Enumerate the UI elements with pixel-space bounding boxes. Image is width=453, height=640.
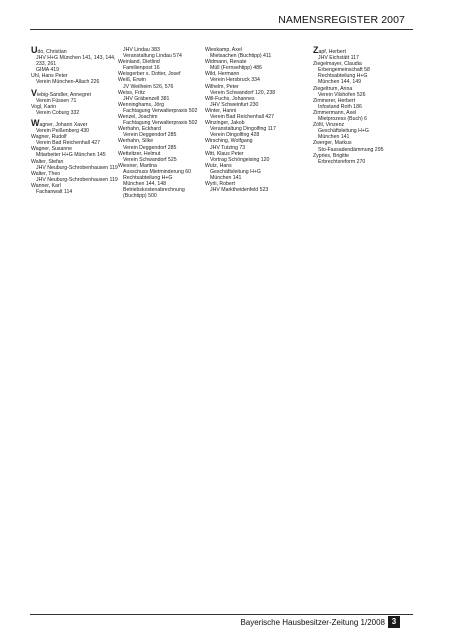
entry-reference: Rechtsabteilung H+G [123, 174, 173, 181]
entry-name-text: Wenninghams, Jörg [118, 101, 165, 108]
entry-reference: Fachtagung Verwalterpraxis 502 [123, 107, 198, 114]
index-column-2 [118, 47, 210, 199]
index-entry [205, 47, 297, 59]
index-entry [31, 73, 123, 85]
page-number: 3 [388, 616, 400, 628]
entry-reference: JHV Eichstätt 117 [318, 55, 359, 62]
entry-reference: Vortrag Schöngeising 120 [210, 156, 270, 163]
entry-name [31, 87, 123, 98]
entry-name [31, 117, 123, 128]
index-entry [31, 159, 123, 171]
entry-reference: Ausschuss Mietminderung 60 [123, 168, 192, 175]
entry-reference: Verein Peißenberg 430 [36, 128, 90, 135]
index-entry [313, 47, 405, 61]
entry-reference: JHV Neuburg-Schrobenhausen 119 [36, 164, 118, 171]
index-entry [205, 138, 297, 150]
header-divider [30, 29, 413, 30]
entry-name-text: Weisgerber s. Dotter, Josef [118, 71, 181, 78]
entry-name-text: Will-Fuchs, Johannes [205, 95, 255, 102]
entry-reference: Verein Hersbruck 334 [210, 77, 260, 84]
entry-reference: Verein Füssen 71 [36, 97, 77, 104]
index-entry [118, 47, 210, 59]
entry-reference: Verein Coburg 332 [36, 109, 80, 116]
entry-name-text: Wagner, Rudolf [31, 134, 67, 141]
entry-reference: Betriebskostenabrechnung [123, 187, 185, 194]
index-entry [205, 151, 297, 163]
entry-reference: Fachanwalt 114 [36, 188, 73, 195]
index-entry [313, 110, 405, 122]
entry-reference: München 141 [318, 134, 350, 141]
entry-reference: Verein Bad Reichenhall 427 [210, 114, 275, 121]
entry-name [31, 47, 123, 55]
entry-reference: JHV Schweinfurt 230 [210, 101, 259, 108]
entry-name-text: Wirsching, Wolfgang [205, 138, 253, 145]
entry-reference: 233, 261 [36, 61, 57, 68]
entry-reference: JHV Tutzing 73 [210, 144, 246, 151]
letter-initial: V [31, 87, 38, 98]
letter-initial: W [31, 117, 40, 128]
entry-name-text: Winter, Hanni [205, 107, 237, 114]
entry-name-text: Ziegelmayer, Claudia [313, 61, 362, 68]
index-entry [205, 96, 297, 108]
entry-reference: Veranstaltung Lindau 574 [123, 53, 182, 60]
index-entry [31, 87, 123, 104]
entry-reference: Mitarbeiter H+G München 145 [36, 152, 106, 159]
index-entry [118, 138, 210, 150]
index-entry [31, 117, 123, 135]
entry-reference: Rechtsabteilung H+G [318, 73, 368, 80]
entry-name-text: Wenzel, Joachim [118, 114, 158, 121]
index-entry [313, 86, 405, 98]
entry-reference: Sto-Fassadendämmung 295 [318, 146, 384, 153]
entry-name-text: Wutz, Hans [205, 162, 232, 169]
entry-name-text: Widmann, Renate [205, 59, 247, 66]
index-entry [31, 171, 123, 183]
entry-reference: Müll (Fernsehtipp) 486 [210, 65, 262, 72]
index-entry [118, 151, 210, 163]
entry-reference: Familienpost 16 [123, 65, 160, 72]
entry-reference: Verein Schwandorf 120, 238 [210, 89, 276, 96]
entry-reference: Verein Deggendorf 285 [123, 132, 177, 139]
entry-name-text: Wild, Hermann [205, 71, 240, 78]
entry-reference: (Buchtipp) 500 [123, 193, 157, 200]
footer-divider [30, 614, 413, 615]
entry-reference: Mietprozess (Buch) 6 [318, 116, 368, 123]
index-entry [205, 163, 297, 181]
index-column-4 [313, 47, 405, 165]
index-entry [118, 126, 210, 138]
entry-name-text: Walter, Stefan [31, 158, 64, 165]
entry-name-text: Wanner, Karl [31, 182, 61, 189]
entry-reference: Verein München-Allach 226 [36, 79, 100, 86]
entry-name-text: Wagner, Susanne [31, 146, 73, 153]
page-title: NAMENSREGISTER 2007 [278, 14, 405, 26]
entry-reference: JV Weilheim 526, 576 [123, 83, 174, 90]
entry-reference: Verein Schwandorf 525 [123, 156, 177, 163]
entry-reference: GIMA 419 [36, 67, 60, 74]
entry-name-text: agner, Johann Xaver [39, 121, 88, 128]
entry-name-text: Wilhelm, Peter [205, 83, 239, 90]
index-entry [31, 47, 123, 73]
index-entry [205, 108, 297, 120]
entry-name-text: Wieskamp, Axel [205, 47, 242, 53]
entry-reference: JHV Neuburg-Schrobenhausen 119 [36, 176, 118, 183]
index-entry [118, 90, 210, 102]
index-entry [118, 163, 210, 200]
index-entry [118, 59, 210, 71]
letter-initial: Z [313, 45, 319, 55]
entry-name-text: Winzinger, Jakob [205, 120, 245, 127]
entry-name-text: Wyrli, Robert [205, 181, 235, 188]
index-entry [31, 183, 123, 195]
entry-name-text: Witt, Klaus Peter [205, 150, 244, 157]
index-entry [313, 122, 405, 140]
index-entry [31, 134, 123, 146]
entry-reference: Mietsachen (Buchtipp) 411 [210, 53, 272, 60]
entry-reference: Verein Deggendorf 285 [123, 144, 177, 151]
entry-reference: München 144, 148 [123, 181, 166, 188]
index-entry [205, 59, 297, 71]
entry-name-text: Zwerger, Markus [313, 140, 352, 147]
index-column-3 [205, 47, 297, 193]
entry-name-text: Zimmerer, Herbert [313, 97, 356, 104]
index-entry [118, 114, 210, 126]
index-entry [313, 140, 405, 152]
entry-reference: München 141 [210, 174, 242, 181]
index-column-1 [31, 47, 123, 195]
entry-reference: München 144, 149 [318, 79, 361, 86]
entry-name-text: Zöltl, Vinzenz [313, 122, 345, 129]
index-entry [205, 84, 297, 96]
index-entry [205, 71, 297, 83]
entry-name-text: do, Christian [37, 49, 67, 55]
entry-reference: Fachtagung Verwalterpraxis 502 [123, 120, 198, 127]
index-entry [313, 61, 405, 85]
entry-reference: Infostand Roth 186 [318, 103, 362, 110]
entry-reference: JHV Gräbenzell 381 [123, 95, 170, 102]
index-entry [118, 102, 210, 114]
entry-reference: JHV H+G München 141, 143, 144, [36, 55, 116, 62]
entry-name-text: Werhahn, Silke [118, 138, 154, 145]
entry-name-text: apf, Herbert [318, 49, 346, 55]
index-entry [205, 120, 297, 138]
entry-reference: Verein Dingolfing 428 [210, 132, 260, 139]
entry-name-text: Weiss, Fritz [118, 89, 145, 96]
entry-reference: Verein Bad Reichenhall 427 [36, 140, 101, 147]
index-entry [205, 181, 297, 193]
entry-reference: Geschäftsleitung H+G [318, 128, 369, 135]
entry-name-text: Zypries, Brigitte [313, 152, 350, 159]
letter-initial: U [31, 45, 38, 55]
index-entry [118, 77, 210, 89]
index-entry [313, 98, 405, 110]
entry-name-text: Werhahn, Eckhard [118, 126, 161, 133]
entry-reference: JHV Lindau 383 [123, 47, 160, 53]
publication-name: Bayerische Hausbesitzer-Zeitung 1/2008 [240, 618, 385, 627]
entry-reference: Erbengemeinschaft 58 [318, 67, 370, 74]
entry-name [313, 47, 405, 55]
entry-name-text: Weinland, Dietlind [118, 59, 160, 66]
entry-reference: Geschäftsleitung H+G [210, 168, 261, 175]
entry-name-text: Vogl, Karin [31, 103, 57, 110]
index-entry [31, 104, 123, 116]
entry-reference: Verein Vilshofen 526 [318, 91, 366, 98]
entry-name-text: Ziegeltrum, Anna [313, 85, 353, 92]
index-entry [31, 146, 123, 158]
entry-name-text: Uhl, Hans Peter [31, 73, 68, 80]
entry-reference: Veranstaltung Dingolfing 117 [210, 126, 276, 133]
entry-name-text: Zimmermann, Axel [313, 109, 357, 116]
entry-name-text: Walter, Theo [31, 170, 61, 177]
entry-name-text: Wiesner, Martina [118, 162, 157, 169]
entry-name-text: iebig-Sandler, Annegret [37, 91, 91, 98]
entry-reference: JHV Marktheidenfeld 523 [210, 187, 269, 194]
entry-reference: Erbrechtsreform 270 [318, 158, 366, 165]
index-entry [313, 153, 405, 165]
entry-name-text: Wetteltzer, Helmut [118, 150, 161, 157]
entry-name-text: Weiß, Erwin [118, 77, 146, 84]
